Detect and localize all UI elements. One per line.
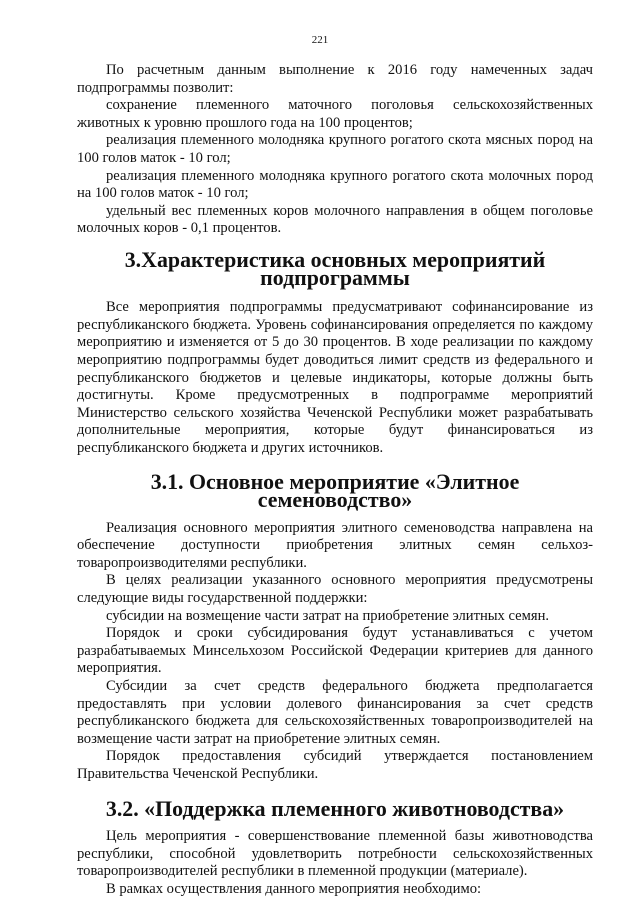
section-3-1-paragraph: В целях реализации указанного основного мероприятия предусмотрены следующие виды государственной поддержки: — [77, 572, 593, 607]
section-3-1-heading: 3.1. Основное мероприятие «Элитное семеноводство» — [150, 469, 520, 513]
section-3-1-paragraph: Реализация основного мероприятия элитного семеноводства направлена на обеспечение доступности приобретения элитных семян сельхоз-товаропроизводителями республики. — [77, 519, 593, 571]
section-3-paragraph: Все мероприятия подпрограммы предусматривают софинансирование из республиканского бюджета. Уровень софинансирования определяется по каждому мероприятию и изменяется от 5 до 30 процентов. В ходе реализации по каждому мероприятию подпрограммы будет доводиться лимит средств из федерального и республиканского бюджетов и целевые индикаторы, которые должны быть достигнуты. Кроме предусмотренных в подпрограмме мероприятий Министерство сельского хозяйства Чеченской Республики может разрабатывать дополнительные мероприятия, которые будут финансироваться из республиканского бюджета и других источников. — [77, 299, 593, 456]
page-content — [77, 62, 593, 899]
intro-item-beef-cattle: реализация племенного молодняка крупного рогатого скота мясных пород на 100 голов маток - 10 гол; — [77, 132, 593, 166]
intro-paragraph: По расчетным данным выполнение к 2016 году намеченных задач подпрограммы позволит: — [77, 62, 593, 96]
section-3-1-paragraph: Субсидии за счет средств федерального бюджета предполагается предоставлять при условии долевого финансирования за счет средств республиканского бюджета для сельскохозяйственных товаропроизводителей на возмещение части затрат на приобретение элитных семян. — [77, 678, 593, 747]
section-3-2-paragraph: Цель мероприятия - совершенствование племенной базы животноводства республики, способной удовлетворить потребности сельскохозяйственных товаропроизводителей республики в племенной продукции (материале). — [77, 828, 593, 880]
section-3-1-paragraph: Порядок предоставления субсидий утверждается постановлением Правительства Чеченской Республики. — [77, 748, 593, 782]
section-3-2-paragraph: В рамках осуществления данного мероприятия необходимо: — [106, 880, 482, 897]
section-3-heading: 3.Характеристика основных мероприятий подпрограммы — [124, 246, 546, 290]
intro-item-dairy-cow-share: удельный вес племенных коров молочного направления в общем поголовье молочных коров - 0,1 процентов. — [77, 202, 593, 237]
intro-item-breeding-stock: сохранение племенного маточного поголовья сельскохозяйственных животных к уровню прошлого года на 100 процентов; — [77, 97, 593, 131]
intro-item-dairy-cattle: реализация племенного молодняка крупного рогатого скота молочных пород на 100 голов маток - 10 гол; — [77, 167, 593, 202]
section-3-2-heading: 3.2. «Поддержка племенного животноводства» — [105, 795, 565, 821]
section-3-1-paragraph: субсидии на возмещение части затрат на приобретение элитных семян. — [106, 607, 550, 624]
section-3-1-paragraph: Порядок и сроки субсидирования будут устанавливаться с учетом разрабатываемых Минсельхозом Российской Федерации критериев для данного мероприятия. — [77, 625, 593, 677]
page-number: 221 — [311, 34, 329, 46]
